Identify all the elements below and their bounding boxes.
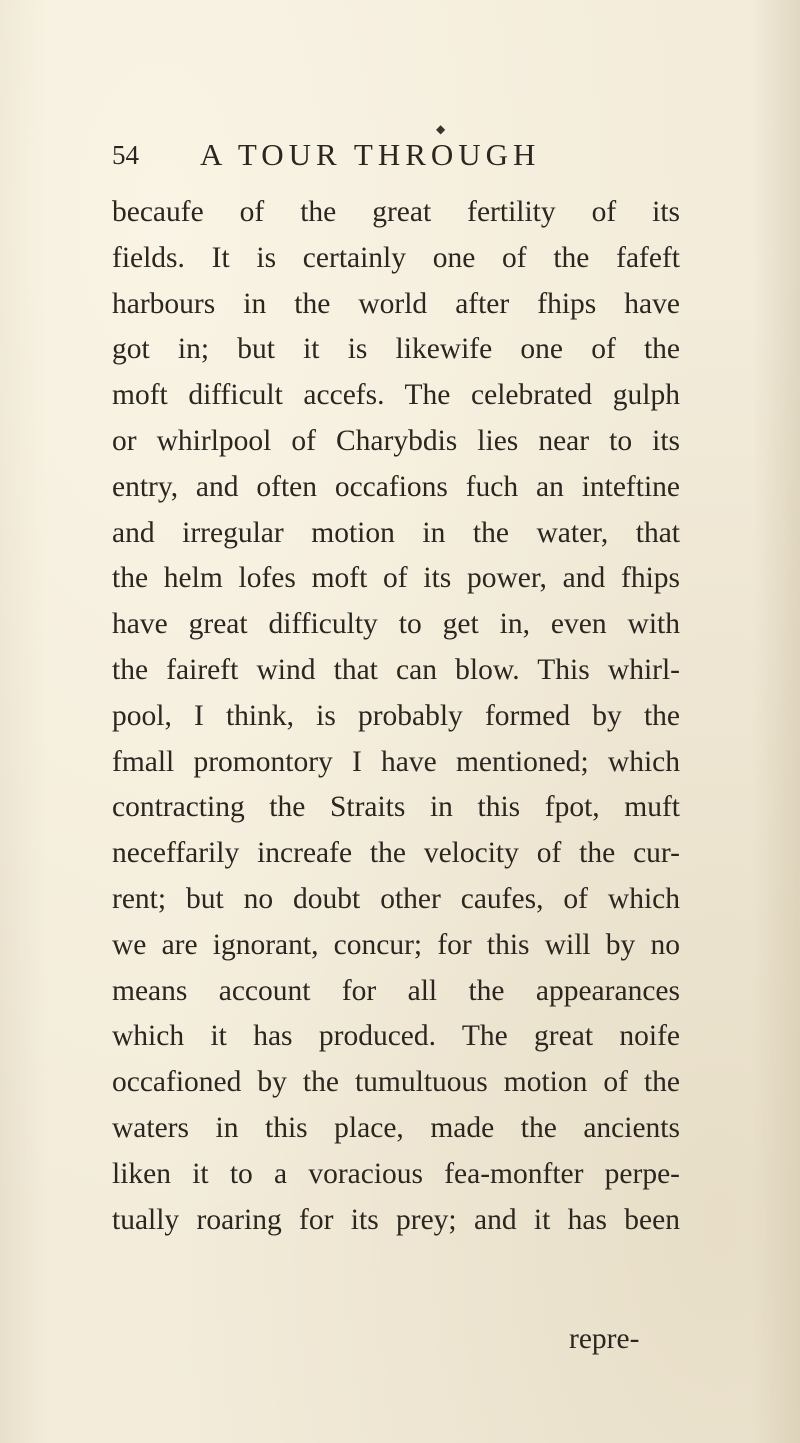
text-line: entry, and often occafions fuch an inteftine [112, 470, 680, 503]
text-line: becaufe of the great fertility of its [112, 196, 680, 228]
text-line: waters in this place, made the ancients [112, 1111, 680, 1144]
text-line: got in; but it is likewife one of the [112, 333, 680, 366]
text-line: rent; but no doubt other caufes, of which [112, 882, 680, 915]
text-line: and irregular motion in the water, that [112, 516, 680, 549]
text-line: occafioned by the tumultuous motion of the [112, 1066, 680, 1099]
diamond-ornament-icon: ◆ [436, 122, 446, 136]
page-number: 54 [112, 140, 139, 170]
text-line: fmall promontory I have mentioned; which [112, 745, 680, 778]
text-line: harbours in the world after fhips have [112, 287, 680, 320]
page-header [112, 138, 672, 174]
text-line: moft difficult accefs. The celebrated gulph [112, 379, 680, 412]
body-text [112, 190, 680, 1243]
text-line: tually roaring for its prey; and it has been [112, 1203, 680, 1236]
text-line: means account for all the appearances [112, 974, 680, 1007]
text-line: which it has produced. The great noife [112, 1020, 680, 1053]
text-line: the helm lofes moft of its power, and fhips [112, 562, 680, 595]
text-line: or whirlpool of Charybdis lies near to its [112, 424, 680, 457]
text-line: we are ignorant, concur; for this will by no [112, 928, 680, 961]
text-line: pool, I think, is probably formed by the [112, 699, 680, 732]
running-head: A TOUR THROUGH [200, 137, 541, 172]
text-line: liken it to a voracious fea-monfter perpe- [112, 1157, 680, 1190]
catchword: repre- [569, 1323, 640, 1355]
text-line: have great difficulty to get in, even with [112, 608, 680, 641]
text-line: neceffarily increafe the velocity of the cur- [112, 837, 680, 870]
text-line: the faireft wind that can blow. This whirl- [112, 653, 680, 686]
text-line: fields. It is certainly one of the fafeft [112, 241, 680, 274]
text-line: contracting the Straits in this fpot, muft [112, 791, 680, 824]
